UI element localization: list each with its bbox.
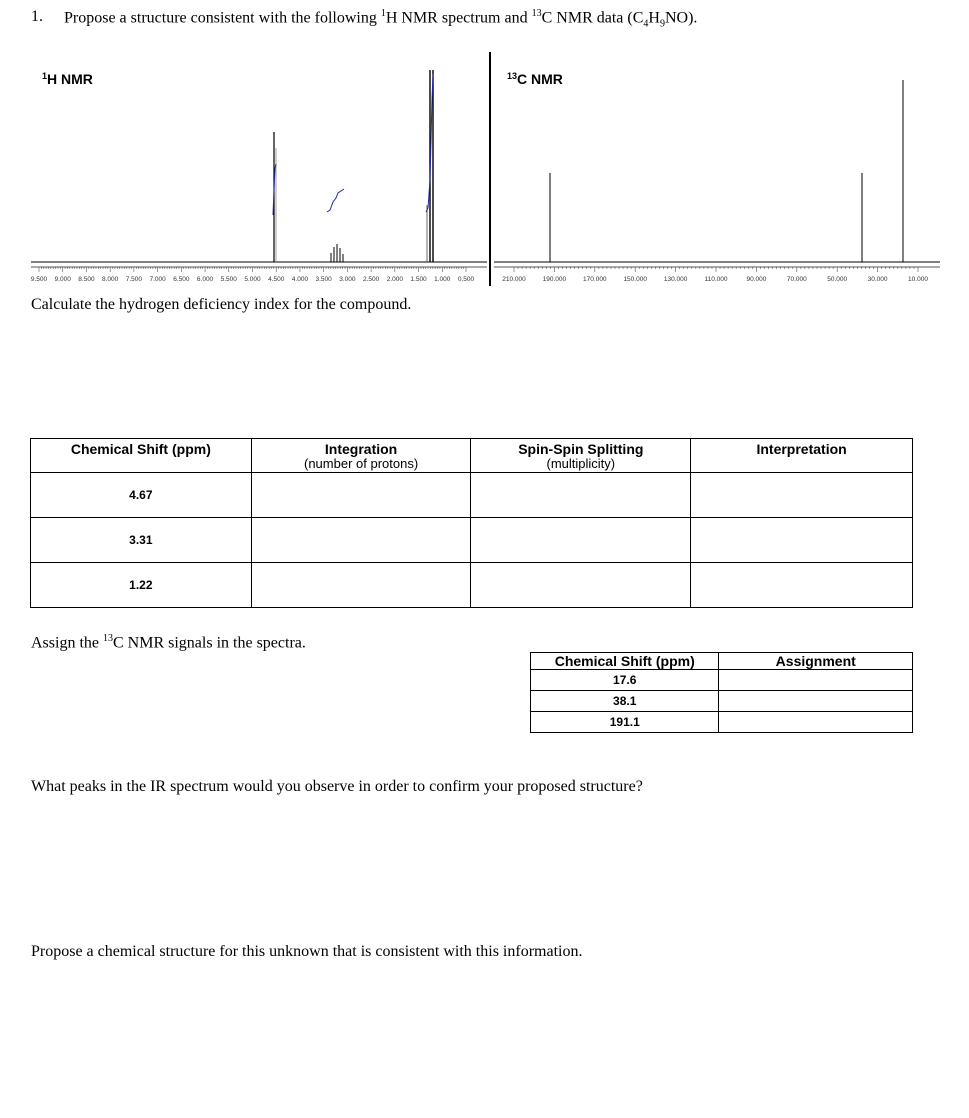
h-interpretation-cell[interactable] — [691, 518, 913, 563]
h-header-integration — [251, 439, 471, 473]
h-integration-cell[interactable] — [251, 563, 471, 608]
question-text — [64, 8, 697, 30]
h-table-header-row — [31, 439, 913, 473]
c-shift-cell — [531, 712, 719, 733]
c-assignment-cell[interactable] — [719, 691, 913, 712]
h-header-splitting-sub: (multiplicity) — [546, 456, 616, 471]
c-tick-label: 130.000 — [663, 276, 688, 283]
c-tick-label: 50.000 — [827, 276, 848, 283]
h-nmr-label: $^1$H NMR — [42, 71, 93, 87]
h-splitting-cell[interactable] — [471, 473, 691, 518]
c-tick-label: 150.000 — [623, 276, 647, 283]
h-header-interpretation-title: Interpretation — [756, 441, 847, 457]
c-assignment-cell[interactable] — [719, 712, 913, 733]
carbon-count: 4 — [643, 18, 649, 30]
c-assign-suffix: C NMR signals in the spectra. — [113, 634, 306, 652]
table-row — [531, 670, 913, 691]
h-tick-label: 8.500 — [78, 276, 95, 283]
h-shift-value: 3.31 — [129, 533, 153, 547]
c-shift-cell — [531, 691, 719, 712]
c-header-assignment — [719, 653, 913, 670]
h-splitting-cell[interactable] — [471, 518, 691, 563]
h-integral-3-31 — [327, 189, 344, 212]
c-tick-label: 30.000 — [867, 276, 888, 283]
c-tick-label: 210.000 — [502, 276, 526, 283]
h-tick-label: 3.000 — [339, 276, 356, 283]
h-tick-label: 7.000 — [149, 276, 166, 283]
h-header-interpretation — [691, 439, 913, 473]
h-nmr-spectrum — [31, 70, 487, 283]
hdi-prompt: Calculate the hydrogen deficiency index for the compound. — [31, 296, 412, 313]
c-tick-label: 190.000 — [542, 276, 567, 283]
c-header-shift-title: Chemical Shift (ppm) — [554, 653, 695, 669]
c-header-assignment-title: Assignment — [775, 653, 856, 669]
question-mid2: C NMR data (C — [541, 9, 644, 27]
c-tick-label: 170.000 — [583, 276, 607, 283]
h-splitting-cell[interactable] — [471, 563, 691, 608]
c-assign-prompt — [31, 633, 306, 652]
c-shift-value: 191.1 — [609, 715, 640, 729]
c-nmr-spectrum — [494, 71, 940, 283]
h-tick-label: 2.000 — [386, 276, 403, 283]
h-header-integration-sub: (number of protons) — [304, 456, 419, 471]
c-assign-superscript: 13 — [103, 633, 113, 644]
question-mid3: H — [648, 9, 660, 27]
h-shift-value: 1.22 — [129, 578, 153, 592]
h-header-splitting — [471, 439, 691, 473]
c-tick-label: 90.000 — [746, 276, 767, 283]
table-row — [531, 712, 913, 733]
h-interpretation-cell[interactable] — [691, 473, 913, 518]
c-shift-value: 17.6 — [613, 673, 637, 687]
h-header-splitting-title: Spin-Spin Splitting — [518, 441, 644, 457]
ir-prompt: What peaks in the IR spectrum would you observe in order to confirm your proposed structure? — [31, 778, 643, 795]
h-tick-label: 7.500 — [125, 276, 143, 283]
h-axis-labels — [31, 276, 475, 283]
h-shift-cell — [31, 473, 252, 518]
h-nmr-table — [30, 438, 913, 608]
h-tick-label: 2.500 — [362, 276, 380, 283]
c-nmr-label: $^{13}$C NMR — [507, 71, 563, 87]
table-row — [31, 473, 913, 518]
c-tick-label: 70.000 — [786, 276, 807, 283]
question-mid1: H NMR spectrum and — [385, 9, 532, 27]
c-tick-label: 110.000 — [704, 276, 728, 283]
h-shift-value: 4.67 — [129, 488, 153, 502]
structure-prompt: Propose a chemical structure for this unknown that is consistent with this information. — [31, 943, 583, 960]
c-axis-labels — [502, 276, 928, 283]
c-assignment-cell[interactable] — [719, 670, 913, 691]
question-number: 1. — [31, 8, 43, 25]
h-peak-3-31 — [331, 244, 343, 262]
h-integration-cell[interactable] — [251, 518, 471, 563]
h-tick-label: 8.000 — [102, 276, 119, 283]
c-table-header-row — [531, 653, 913, 670]
c-shift-cell — [531, 670, 719, 691]
h-tick-label: 3.500 — [315, 276, 332, 283]
h-tick-label: 6.500 — [173, 276, 190, 283]
c-shift-value: 38.1 — [613, 694, 637, 708]
h-shift-cell — [31, 563, 252, 608]
h-tick-label: 0.500 — [457, 276, 475, 283]
h-tick-label: 4.000 — [291, 276, 309, 283]
table-row — [531, 691, 913, 712]
c-nmr-table — [530, 652, 913, 733]
c-assign-prefix: Assign the — [31, 634, 103, 652]
h-integration-cell[interactable] — [251, 473, 471, 518]
h-tick-label: 5.000 — [244, 276, 261, 283]
c-header-shift — [531, 653, 719, 670]
h-interpretation-cell[interactable] — [691, 563, 913, 608]
question-suffix: NO). — [664, 9, 698, 27]
h-shift-cell — [31, 518, 252, 563]
h-tick-label: 4.500 — [268, 276, 285, 283]
c-superscript: 13 — [531, 8, 542, 19]
question-prefix: Propose a structure consistent with the following — [64, 9, 381, 27]
h-header-shift — [31, 439, 252, 473]
table-row — [31, 518, 913, 563]
h-superscript: 1 — [380, 8, 386, 19]
h-axis-ticks — [39, 267, 466, 272]
c-tick-label: 10.000 — [908, 276, 928, 283]
h-header-integration-title: Integration — [324, 441, 398, 457]
h-tick-label: 9.000 — [54, 276, 71, 283]
nmr-spectra — [0, 40, 969, 290]
h-tick-label: 6.000 — [196, 276, 214, 283]
h-tick-label: 9.500 — [30, 276, 48, 283]
hydrogen-count: 9 — [659, 18, 665, 30]
table-row — [31, 563, 913, 608]
h-header-shift-title: Chemical Shift (ppm) — [70, 441, 211, 457]
h-tick-label: 5.500 — [220, 276, 237, 283]
h-tick-label: 1.500 — [410, 276, 427, 283]
h-tick-label: 1.000 — [434, 276, 451, 283]
c-axis-ticks — [514, 267, 918, 272]
